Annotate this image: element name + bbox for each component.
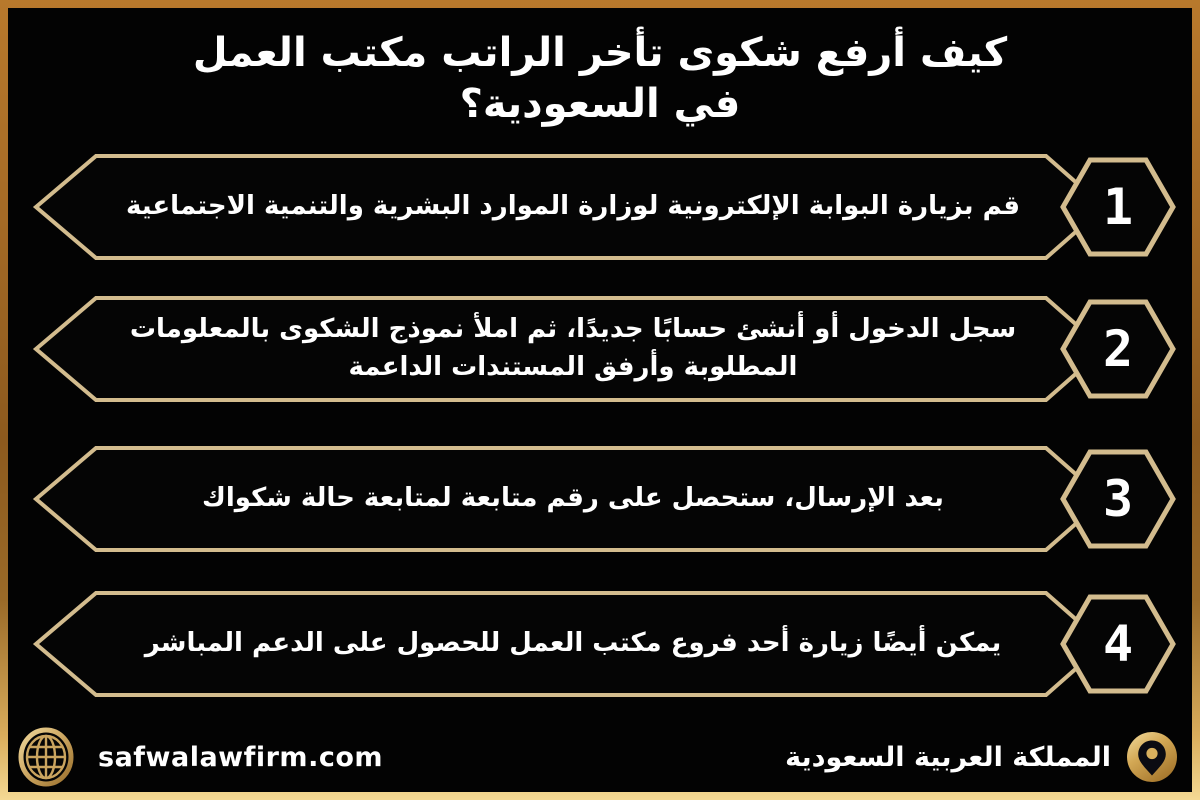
step-number: 2 (1102, 320, 1134, 378)
footer-location-group (785, 731, 1178, 783)
step-text: قم بزيارة البوابة الإلكترونية لوزارة الموارد البشرية والتنمية الاجتماعية (125, 191, 1021, 222)
page-title (70, 28, 1130, 130)
step-text: بعد الإرسال، ستحصل على رقم متابعة لمتابعة حالة شكواك (202, 483, 944, 514)
location-pin-icon (1126, 731, 1178, 783)
step-number: 1 (1102, 178, 1134, 236)
footer-website-group (18, 727, 383, 787)
step-row-1 (8, 152, 1192, 262)
infographic-canvas (8, 8, 1192, 792)
step-number: 3 (1102, 470, 1134, 528)
step-text: يمكن أيضًا زيارة أحد فروع مكتب العمل للحصول على الدعم المباشر (144, 628, 1002, 659)
step-number: 4 (1102, 615, 1134, 673)
page-title-line2: في السعودية؟ (459, 81, 741, 128)
step-text: سجل الدخول أو أنشئ حسابًا جديدًا، ثم املأ نموذج الشكوى بالمعلومات المطلوبة وأرفق المستندات الداعمة (129, 314, 1017, 382)
location-label: المملكة العربية السعودية (785, 741, 1111, 773)
page-title-line1: كيف أرفع شكوى تأخر الراتب مكتب العمل (192, 30, 1008, 76)
step-row-3 (8, 444, 1192, 554)
step-row-2 (8, 294, 1192, 404)
website-url: safwalawfirm.com (98, 741, 384, 773)
globe-icon (18, 727, 74, 787)
step-row-4 (8, 589, 1192, 699)
footer-bar (8, 724, 1192, 790)
